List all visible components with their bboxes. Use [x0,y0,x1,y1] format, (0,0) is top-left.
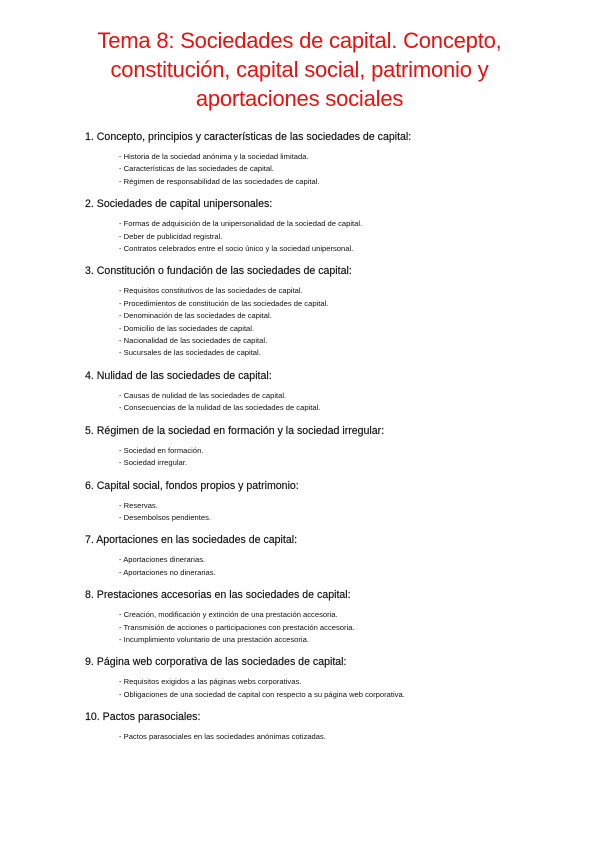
section-heading: 1. Concepto, principios y características de las sociedades de capital: [85,131,412,143]
section-items [85,554,555,579]
section-items [85,500,555,525]
list-item: - Consecuencias de la nulidad de las sociedades de capital. [119,402,555,414]
section [85,130,555,188]
list-item: - Requisitos constitutivos de las sociedades de capital. [119,285,555,297]
list-item: - Procedimientos de constitución de las sociedades de capital. [119,298,555,310]
list-item: - Domicilio de las sociedades de capital. [119,323,555,335]
page-title [40,26,559,113]
list-item: - Denominación de las sociedades de capital. [119,310,555,322]
section-heading: 6. Capital social, fondos propios y patrimonio: [85,479,299,492]
list-item: - Creación, modificación y extinción de una prestación accesoria. [119,609,555,621]
list-item: - Incumplimiento voluntario de una prestación accesoria. [119,634,555,646]
title-line: aportaciones sociales [195,86,404,111]
list-item: - Sociedad en formación. [119,445,555,457]
list-item: - Características de las sociedades de capital. [119,163,555,175]
section-heading: 7. Aportaciones en las sociedades de capital: [85,534,298,547]
section-heading: 10. Pactos parasociales: [85,711,201,724]
section [85,197,555,255]
section [85,264,555,359]
section-items [85,151,555,188]
section-heading: 3. Constitución o fundación de las sociedades de capital: [85,265,352,278]
section-items [85,218,555,255]
list-item: - Desembolsos pendientes. [119,512,555,524]
title-line: Tema 8: Sociedades de capital. Concepto, [97,28,502,53]
list-item: - Formas de adquisición de la unipersonalidad de la sociedad de capital. [119,218,555,230]
section [85,479,555,525]
section-heading: 2. Sociedades de capital unipersonales: [85,198,273,211]
section-heading: 5. Régimen de la sociedad en formación y la sociedad irregular: [85,424,385,437]
list-item: - Aportaciones dinerarias. [119,554,555,566]
section-items [85,285,555,359]
list-item: - Sucursales de las sociedades de capital. [119,347,555,359]
title-line: constitución, capital social, patrimonio y [110,57,489,82]
list-item: - Régimen de responsabilidad de las sociedades de capital. [119,176,555,188]
list-item: - Causas de nulidad de las sociedades de capital. [119,390,555,402]
section-items [85,609,555,646]
list-item: - Deber de publicidad registral. [119,231,555,243]
section-items [85,676,555,701]
section-heading: 4. Nulidad de las sociedades de capital: [85,369,272,382]
list-item: - Aportaciones no dinerarias. [119,567,555,579]
list-item: - Historia de la sociedad anónima y la sociedad limitada. [119,151,555,163]
list-item: - Pactos parasociales en las sociedades anónimas cotizadas. [119,731,555,743]
section [85,369,555,415]
section [85,710,555,743]
list-item: - Reservas. [119,500,555,512]
section-items [85,445,555,470]
section-items [85,731,555,743]
list-item: - Obligaciones de una sociedad de capital con respecto a su página web corporativa. [119,689,555,701]
list-item: - Requisitos exigidos a las páginas webs corporativas. [119,676,555,688]
section [85,533,555,579]
list-item: - Sociedad irregular. [119,457,555,469]
section-items [85,390,555,415]
section-heading: 9. Página web corporativa de las sociedades de capital: [85,656,347,669]
list-item: - Contratos celebrados entre el socio único y la sociedad unipersonal. [119,243,555,255]
topic-list [85,130,555,753]
section [85,655,555,701]
section [85,588,555,646]
section-heading: 8. Prestaciones accesorias en las sociedades de capital: [85,589,351,602]
list-item: - Transmisión de acciones o participaciones con prestación accesoria. [119,622,555,634]
list-item: - Nacionalidad de las sociedades de capital. [119,335,555,347]
section [85,424,555,470]
